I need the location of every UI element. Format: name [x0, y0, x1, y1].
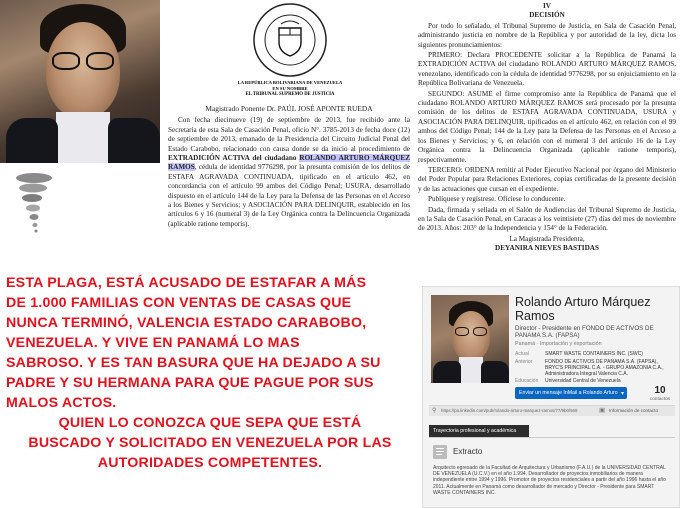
connections-label: contactos [649, 397, 671, 402]
section-roman: IV [543, 2, 551, 10]
doc-left-paragraph-1: Con fecha diecinueve (19) de septiembre de 2013, fue recibido ante la Secretaría de esta Sala de Casación Penal, oficio N°. 3785-2013 de fecha doce (12) de septiembre de 2013, emanado de la Presidencia del Circuito Judicial Penal del Estado Carabobo, relacionado con causa donde se da inicio al procedimiento de [168, 116, 410, 153]
profile-anterior-label: Anterior [515, 359, 533, 365]
profile-url-bar [429, 405, 675, 416]
presidenta-name: DEYANIRA NIEVES BASTIDAS [495, 244, 599, 253]
decision-intro: Por todo lo señalado, el Tribunal Supremo de Justicia, en Sala de Casación Penal, administrando justicia en nombre de la República y por autoridad de la ley, dicta los siguientes pronunciamientos: [418, 21, 676, 49]
extracto-heading: Extracto [453, 447, 483, 456]
seal-caption-2: EN SU NOMBRE [272, 86, 308, 91]
warning-line: SABROSO. Y ES TAN BASURA QUE HA DEJADO A SU [6, 355, 381, 371]
doc-left-paragraph-2: , cédula de identidad 9776298, por la presunta comisión de los delitos de ESTAFA AGRAVADA CONTINUADA, tipificado en el artículo 462, en concordancia con el artículo 99 ambos del Código Penal; USURA, desarrollado dispuesto en el artículo 144 de la Ley para la Defensa de las Personas en el Acceso a los Bienes y Servicios; y ASOCIACIÓN PARA DELINQUIR, establecido en los artículos 6 y 16 (numeral 3) de la Ley Orgánica contra la Delincuencia Organizada (aplicable ratione temporis). [168, 163, 410, 228]
seal-caption-1: LA REPÚBLICA BOLIVARIANA DE VENEZUELA [237, 80, 343, 85]
warning-line: PADRE Y SU HERMANA PARA QUE PAGUE POR SUS [6, 375, 374, 391]
warning-line: BUSCADO Y SOLICITADO EN VENEZUELA POR LAS [28, 435, 392, 451]
presidenta-label: La Magistrada Presidenta, [509, 234, 585, 243]
document-right-column [418, 2, 676, 254]
profile-actual-value: SMART WASTE CONTAINERS INC. (SWC) [545, 351, 643, 357]
inmail-button-label: Enviar un mensaje InMail a Rolando Arturo [519, 390, 618, 396]
decision-tercero: TERCERO: ORDENA remitir al Poder Ejecutivo Nacional por órgano del Ministerio del Poder Popular para Relaciones Exteriores, copias certificadas de la presente decisión y de las actuaciones que cursan en el expediente. [418, 165, 676, 193]
decision-segundo: SEGUNDO: ASUME el firme compromiso ante la República de Panamá que el ciudadano ROLANDO ARTURO MÁRQUEZ RAMOS será procesado por la presunta comisión de los delitos de ESTAFA AGRAVADA CONTINUADA, USURA y ASOCIACIÓN PARA DELINQUIR, tipificados en el artículo 462, en relación con el 99 ambos del Código Penal; 144 de la Ley para la Defensa de las Personas en el Acceso a los Bienes y Servicios; y 6, en relación con el numeral 3 del artículo 16 de la Ley Orgánica contra la Delincuencia Organizada (aplicable ratione temporis), respectivamente. [418, 89, 676, 164]
tab-trayectoria-label: Trayectoria profesional y académica [433, 428, 517, 434]
profile-actual-label: Actual [515, 351, 529, 357]
extracto-text: Arquitecto egresado de la Facultad de Arquitectura y Urbanismo (F.A.U.) de la UNIVERSIDAD CENTRAL DE VENEZUELA (U.C.V.) en el año 1.994. Desarrollador de proyectos inmobiliarios de manera independiente entre 1994 y 1996. Promotor de proyectos residenciales a partir del año 1996 hasta el año 2011. Actualmente en Panamá como desarrollador de mercado y Director - Presidente para SMART WASTE CONTAINERS INC. [433, 465, 666, 496]
tornado-icon [14, 172, 54, 236]
warning-line: QUIEN LO CONOZCA QUE SEPA QUE ESTÁ [58, 415, 362, 431]
decision-primero: PRIMERO: Declara PROCEDENTE solicitar a la República de Panamá la EXTRADICIÓN ACTIVA del ciudadano ROLANDO ARTURO MÁRQUEZ RAMOS, venezolano, identificado con la cédula de identidad 9776298, por su enjuiciamiento en la República Bolivariana de Venezuela. [418, 51, 676, 88]
link-icon: ⚲ [432, 408, 437, 414]
inmail-button[interactable] [515, 387, 627, 399]
warning-line: AUTORIDADES COMPETENTES. [97, 455, 323, 471]
seal-caption-3: EL TRIBUNAL SUPREMO DE JUSTICIA [245, 92, 335, 97]
portrait-photo-top [0, 0, 160, 163]
warning-line: NUNCA TERMINÓ, VALENCIA ESTADO CARABOBO, [6, 315, 367, 331]
profile-anterior-value: FONDO DE ACTIVOS DE PANAMA S.A. (FAPSA), BRYC'S PRINCIPAL C.A. - GRUPO AMAZONIA C.A., Administradora Integral Valencia C.A. [545, 359, 664, 377]
tab-trayectoria[interactable] [429, 425, 529, 437]
decision-publiquese: Publíquese y regístrese. Ofíciese lo conducente. [428, 195, 566, 204]
profile-name: Rolando Arturo Márquez Ramos [515, 295, 651, 323]
warning-line: VENEZUELA. Y VIVE EN PANAMÁ LO MAS [6, 335, 300, 351]
decision-dada: Dada, firmada y sellada en el Salón de Audiencias del Tribunal Supremo de Justicia, en la Sala de Casación Penal, en Caracas a los veintisiete (27) días del mes de noviembre de 2013. Años: 203° de la Independencia y 154° de la Federación. [418, 205, 676, 233]
contact-info-link[interactable]: Información de contacto [609, 408, 659, 413]
contact-info-icon: ▣ [599, 407, 606, 414]
section-divider [429, 437, 675, 438]
warning-text-block [0, 273, 420, 473]
connections-count: 10 [654, 385, 666, 396]
decision-heading: DECISIÓN [529, 11, 565, 20]
warning-line: MALOS ACTOS. [6, 395, 117, 411]
magistrado-ponente: Magistrado Ponente Dr. PAÚL JOSÉ APONTE RUEDA [205, 104, 373, 113]
profile-headline: Director - Presidente en FONDO DE ACTIVOS DE PANAMA S.A. (FAPSA) [515, 325, 654, 340]
profile-url[interactable]: https://pa.linkedin.com/pub/rolando-arturo-marquez-ramos/77/9b0/569 [441, 408, 578, 413]
warning-line: DE 1.000 FAMILIAS CON VENTAS DE CASAS QUE [6, 295, 352, 311]
accused-name-highlight: ROLANDO ARTURO MÁRQUEZ RAMOS [168, 154, 410, 172]
profile-location: Panamá · Importación y exportación [515, 341, 602, 347]
linkedin-profile-card [422, 286, 680, 508]
seal-ring-text [252, 0, 328, 1]
chevron-down-icon: ▾ [620, 390, 624, 397]
court-seal [250, 2, 330, 80]
profile-educacion-label: Educación [515, 378, 539, 384]
profile-photo [431, 295, 509, 383]
document-left-column [168, 104, 410, 230]
profile-educacion-value: Universidad Central de Venezuela [545, 378, 621, 384]
extracto-icon [433, 445, 447, 459]
warning-line: ESTA PLAGA, ESTÁ ACUSADO DE ESTAFAR A MÁS [6, 275, 367, 291]
extradicion-label: EXTRADICIÓN ACTIVA del ciudadano [168, 154, 297, 163]
